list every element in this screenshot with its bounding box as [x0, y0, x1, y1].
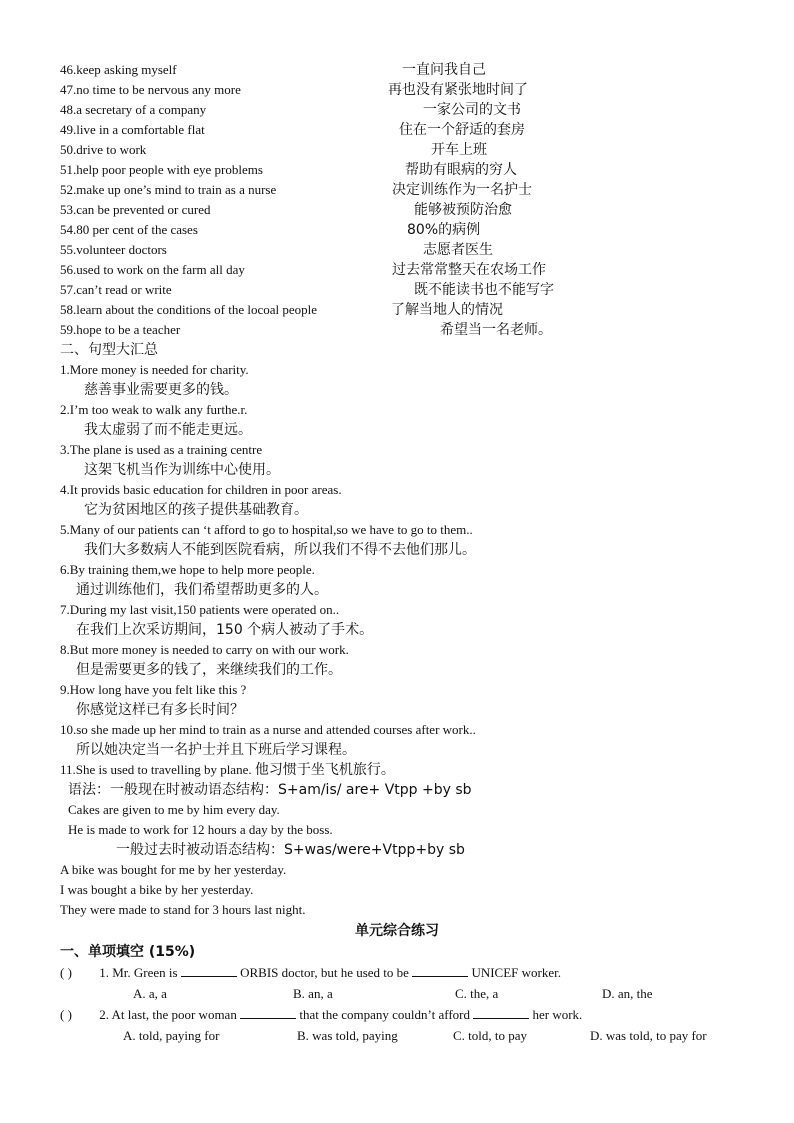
sentence-chinese: 你感觉这样已有多长时间？: [76, 702, 244, 718]
question-1: [60, 963, 750, 983]
sentence-chinese: 它为贫困地区的孩子提供基础教育。: [84, 502, 308, 518]
vocab-row: [60, 280, 760, 300]
vocab-row: [60, 140, 760, 160]
grammar-example: Cakes are given to me by him every day.: [68, 802, 280, 817]
sentence-chinese: 慈善事业需要更多的钱。: [84, 382, 238, 398]
vocab-english: 54.80 per cent of the cases: [60, 222, 198, 237]
vocab-row: [60, 300, 760, 320]
sentence-chinese: 但是需要更多的钱了，来继续我们的工作。: [76, 662, 342, 678]
vocab-english: 50.drive to work: [60, 142, 147, 157]
sentence-english: 3.The plane is used as a training centre: [60, 442, 263, 457]
vocab-english: 52.make up one’s mind to train as a nurse: [60, 182, 277, 197]
grammar-example: He is made to work for 12 hours a day by the boss.: [68, 822, 333, 837]
option-a[interactable]: A. told, paying for: [123, 1028, 220, 1043]
part-heading: 一、单项填空 (15%): [60, 944, 196, 960]
option-a[interactable]: A. a, a: [133, 986, 167, 1001]
question-2: [60, 1005, 750, 1025]
question-text: that the company couldn’t afford: [299, 1007, 470, 1022]
vocab-english: 55.volunteer doctors: [60, 242, 167, 257]
sentence-chinese: 我们大多数病人不能到医院看病，所以我们不得不去他们那儿。: [84, 542, 476, 558]
option-d[interactable]: D. was told, to pay for: [590, 1028, 707, 1043]
vocab-english: 47.no time to be nervous any more: [60, 82, 241, 97]
vocab-row: [60, 200, 760, 220]
vocab-row: [60, 220, 760, 240]
sentence-chinese: 我太虚弱了而不能走更远。: [84, 422, 252, 438]
vocab-row: [60, 260, 760, 280]
vocab-english: 49.live in a comfortable flat: [60, 122, 205, 137]
vocab-chinese: 决定训练作为一名护士: [392, 182, 532, 198]
vocab-chinese: 了解当地人的情况: [391, 302, 503, 318]
vocab-chinese: 帮助有眼病的穷人: [405, 162, 517, 178]
sentence-english: 1.More money is needed for charity.: [60, 362, 249, 377]
grammar-example: A bike was bought for me by her yesterday.: [60, 862, 287, 877]
sentence-english: 8.But more money is needed to carry on with our work.: [60, 642, 349, 657]
question-text: Mr. Green is: [112, 965, 178, 980]
answer-blank[interactable]: [412, 963, 468, 977]
vocab-chinese: 过去常常整天在农场工作: [392, 262, 546, 278]
vocab-row: [60, 240, 760, 260]
question-number: 2.: [99, 1007, 109, 1022]
vocab-english: 58.learn about the conditions of the locoal people: [60, 302, 318, 317]
sentence-chinese: 通过训练他们，我们希望帮助更多的人。: [76, 582, 328, 598]
option-b[interactable]: B. was told, paying: [297, 1028, 398, 1043]
vocab-english: 59.hope to be a teacher: [60, 322, 181, 337]
answer-blank[interactable]: [240, 1005, 296, 1019]
vocab-row: [60, 60, 760, 80]
answer-paren[interactable]: ( ): [60, 965, 72, 980]
sentence-english: 2.I’m too weak to walk any furthe.r.: [60, 402, 248, 417]
vocab-chinese: 开车上班: [431, 142, 487, 158]
sentence-english: 5.Many of our patients can ‘t afford to go to hospital,so we have to go to them..: [60, 522, 473, 537]
grammar-example: I was bought a bike by her yesterday.: [60, 882, 254, 897]
option-b[interactable]: B. an, a: [293, 986, 333, 1001]
vocab-english: 57.can’t read or write: [60, 282, 172, 297]
vocab-row: [60, 100, 760, 120]
grammar-example: They were made to stand for 3 hours last night.: [60, 902, 306, 917]
sentence-english: 6.By training them,we hope to help more people.: [60, 562, 315, 577]
vocab-english: 56.used to work on the farm all day: [60, 262, 245, 277]
vocab-row: [60, 80, 760, 100]
answer-blank[interactable]: [473, 1005, 529, 1019]
vocab-chinese: 既不能读书也不能写字: [414, 282, 554, 298]
vocab-row: [60, 180, 760, 200]
vocab-row: [60, 320, 760, 340]
sentence-english: 10.so she made up her mind to train as a nurse and attended courses after work..: [60, 722, 476, 737]
vocab-chinese: 能够被预防治愈: [414, 202, 512, 218]
vocab-english: 46.keep asking myself: [60, 62, 177, 77]
section-heading: 二、句型大汇总: [60, 342, 158, 358]
option-d[interactable]: D. an, the: [602, 986, 653, 1001]
vocab-chinese: 住在一个舒适的套房: [399, 122, 525, 138]
question-text: At last, the poor woman: [111, 1007, 237, 1022]
vocab-chinese: 再也没有紧张地时间了: [388, 82, 528, 98]
vocab-english: 53.can be prevented or cured: [60, 202, 211, 217]
answer-paren[interactable]: ( ): [60, 1007, 72, 1022]
sentence-chinese: 所以她决定当一名护士并且下班后学习课程。: [76, 742, 356, 758]
question-text: ORBIS doctor, but he used to be: [240, 965, 409, 980]
vocab-row: [60, 120, 760, 140]
vocab-chinese: 希望当一名老师。: [440, 322, 552, 338]
vocab-english: 48.a secretary of a company: [60, 102, 207, 117]
question-text: UNICEF worker.: [471, 965, 561, 980]
sentence-chinese: 这架飞机当作为训练中心使用。: [84, 462, 280, 478]
option-c[interactable]: C. the, a: [455, 986, 499, 1001]
sentence-11: [60, 760, 395, 780]
sentence-chinese: 他习惯于坐飞机旅行。: [254, 762, 395, 778]
question-text: her work.: [532, 1007, 583, 1022]
vocab-row: [60, 160, 760, 180]
sentence-english: 11.She is used to travelling by plane.: [60, 762, 252, 777]
question-number: 1.: [99, 965, 109, 980]
vocab-english: 51.help poor people with eye problems: [60, 162, 263, 177]
vocab-chinese: 80%的病例: [407, 222, 481, 238]
vocab-chinese: 一家公司的文书: [423, 102, 521, 118]
vocab-chinese: 志愿者医生: [423, 242, 493, 258]
option-c[interactable]: C. told, to pay: [453, 1028, 528, 1043]
sentence-chinese: 在我们上次采访期间，150 个病人被动了手术。: [76, 622, 374, 638]
exercise-title: 单元综合练习: [355, 923, 439, 939]
answer-blank[interactable]: [181, 963, 237, 977]
sentence-english: 9.How long have you felt like this ?: [60, 682, 247, 697]
sentence-english: 7.During my last visit,150 patients were operated on..: [60, 602, 340, 617]
vocab-chinese: 一直问我自己: [402, 62, 486, 78]
sentence-english: 4.It provids basic education for children in poor areas.: [60, 482, 342, 497]
grammar-past-rule: 一般过去时被动语态结构：S+was/were+Vtpp+by sb: [116, 842, 465, 858]
grammar-present-rule: 语法：一般现在时被动语态结构：S+am/is/ are+ Vtpp +by sb: [68, 782, 472, 798]
